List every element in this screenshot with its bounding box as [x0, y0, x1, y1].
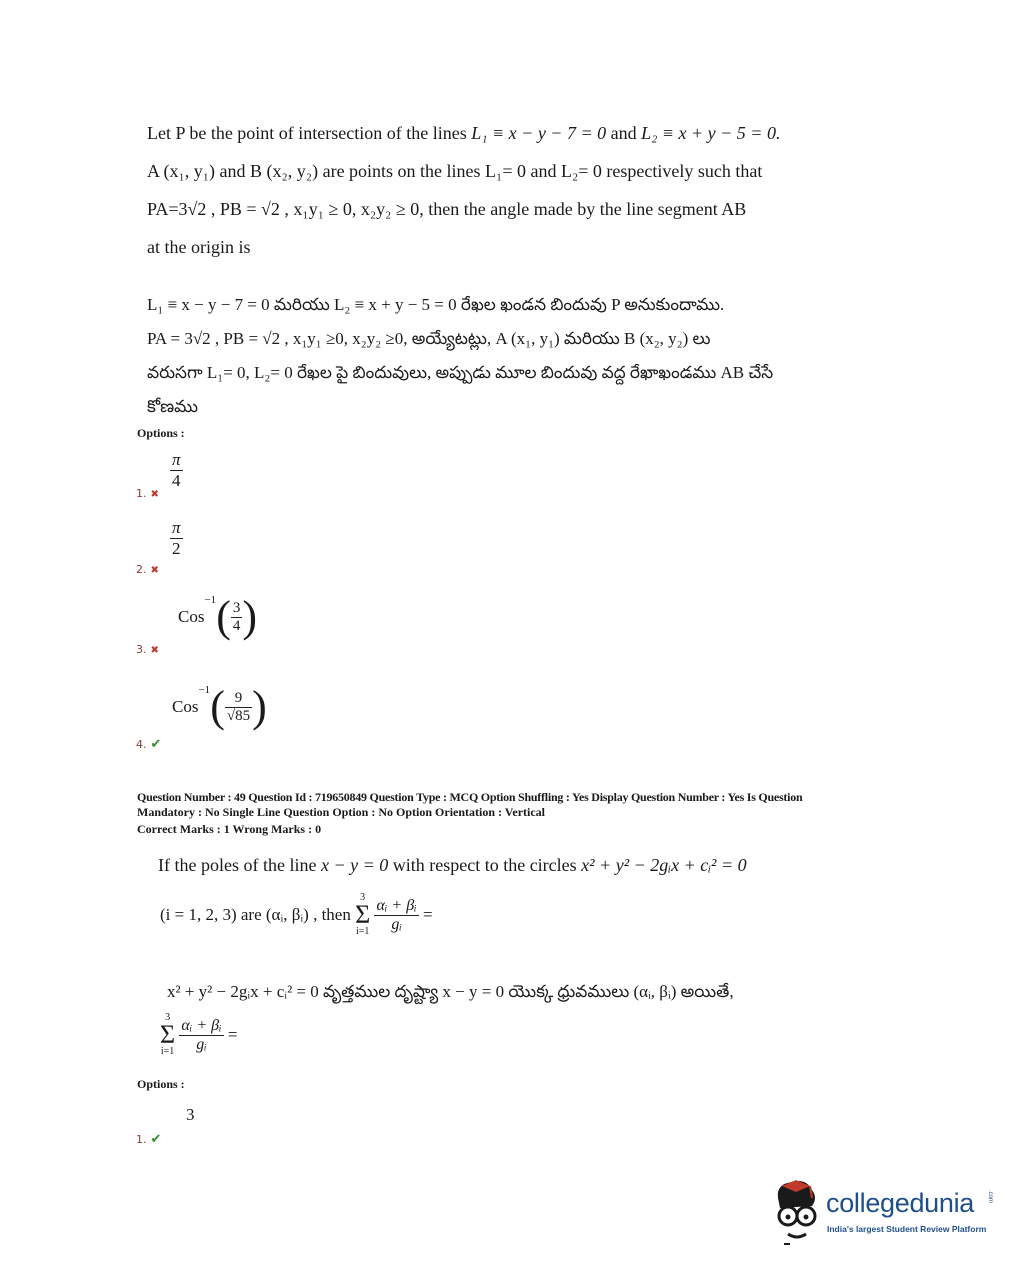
meta-line-1: Question Number : 49 Question Id : 719650849 Question Type : MCQ Option Shuffling : Yes Display Question Number : Yes Is Question	[137, 790, 803, 804]
sum-lower: i=1	[355, 926, 370, 937]
q49-te-fraction	[179, 1017, 223, 1054]
q48-option-3-expression	[178, 592, 257, 642]
q48-en-text: Let P be the point of intersection of the lines	[147, 123, 467, 143]
sigma-icon: Σ	[355, 900, 371, 929]
left-paren-icon: (	[210, 682, 225, 732]
question-48-telugu	[147, 288, 967, 424]
fraction-denominator: 4	[172, 471, 181, 490]
q48-te-line-4: కోణము	[147, 397, 199, 416]
left-paren-icon: (	[216, 592, 231, 642]
option-number: 2.	[136, 563, 147, 576]
fraction-denominator: gᵢ	[391, 915, 402, 933]
q48-option-2-fraction	[170, 518, 183, 559]
logo-tagline: India's largest Student Review Platform	[827, 1224, 987, 1234]
fraction-numerator: 3	[232, 599, 241, 616]
q48-en-line-4: at the origin is	[147, 237, 251, 257]
equals: =	[227, 1025, 238, 1044]
fraction	[231, 600, 243, 635]
q48-option-1-fraction	[170, 450, 183, 491]
q48-options-label: Options :	[137, 426, 185, 440]
fraction-numerator: αᵢ + βᵢ	[376, 896, 417, 914]
equals: =	[422, 905, 433, 924]
logo-suffix: .com	[987, 1190, 993, 1204]
fraction-denominator: √85	[226, 707, 251, 724]
correct-mark-icon: ✔	[150, 737, 162, 752]
q48-option-3[interactable]	[136, 640, 159, 658]
question-49-english-line-2	[160, 892, 433, 938]
q48-te-line-2: PA = 3√2 , PB = √2 , x₁y₁ ≥0, x₂y₂ ≥0, అయ్యేటట్లు, A (x₁, y₁) మరియు B (x₂, y₂) లు	[147, 329, 711, 348]
fraction-denominator: gᵢ	[196, 1035, 207, 1053]
q48-eq-l1: L₁ ≡ x − y − 7 = 0	[471, 123, 607, 143]
sigma-icon: Σ	[160, 1020, 176, 1049]
collegedunia-logo[interactable]	[766, 1176, 996, 1246]
q49-circle-eq: x² + y² − 2gᵢx + cᵢ² = 0	[581, 855, 747, 875]
wrong-mark-icon: ✖	[150, 645, 159, 656]
question-49-english-line-1	[158, 846, 978, 884]
q49-line-eq: x − y = 0	[320, 855, 389, 875]
fraction-denominator: 4	[232, 617, 241, 634]
sum-upper: 3	[165, 1012, 171, 1023]
q48-te-line-3: వరుసగా L₁= 0, L₂= 0 రేఖల పై బిందువులు, అప్పుడు మూల బిందువు వద్ద రేఖాఖండము AB చేసే	[147, 363, 774, 382]
summation	[355, 892, 370, 938]
meta-line-2: Mandatory : No Single Line Question Option : No Option Orientation : Vertical	[137, 805, 546, 819]
meta-line-3: Correct Marks : 1 Wrong Marks : 0	[137, 822, 322, 836]
logo-name: collegedunia	[826, 1188, 975, 1218]
q49-text-b: with respect to the circles	[392, 855, 577, 875]
fraction-numerator: αᵢ + βᵢ	[181, 1016, 222, 1034]
q48-option-2[interactable]	[136, 560, 159, 578]
option-number: 1.	[136, 487, 147, 500]
q48-and: and	[610, 123, 637, 143]
wrong-mark-icon: ✖	[150, 489, 159, 500]
q49-options-label: Options :	[137, 1077, 185, 1091]
right-paren-icon: )	[252, 682, 267, 732]
fraction-numerator: π	[172, 518, 181, 537]
question-49-telugu-line-1: x² + y² − 2gᵢx + cᵢ² = 0 వృత్తముల దృష్ట్యా x − y = 0 యొక్క ధ్రువములు (αᵢ, βᵢ) అయితే,	[167, 982, 734, 1001]
fraction	[225, 690, 252, 725]
q48-option-4[interactable]	[136, 735, 161, 753]
wrong-mark-icon: ✖	[150, 565, 159, 576]
question-49-meta	[137, 790, 907, 837]
sum-upper: 3	[360, 892, 366, 903]
fraction-numerator: 9	[225, 690, 252, 708]
question-48-english	[147, 114, 967, 266]
mascot-icon	[766, 1176, 826, 1246]
q49-text-c: (i = 1, 2, 3) are (αᵢ, βᵢ) , then	[160, 905, 351, 924]
right-paren-icon: )	[242, 592, 257, 642]
cos-text: Cos	[178, 607, 205, 627]
correct-mark-icon: ✔	[150, 1132, 162, 1147]
option-number: 4.	[136, 738, 147, 751]
q49-option-1-value: 3	[186, 1105, 195, 1124]
q48-option-1[interactable]	[136, 484, 159, 502]
summation	[160, 1012, 175, 1058]
q49-text-a: If the poles of the line	[158, 855, 317, 875]
q48-te-line-1: L₁ ≡ x − y − 7 = 0 మరియు L₂ ≡ x + y − 5 = 0 రేఖల ఖండన బిందువు P అనుకుందాము.	[147, 295, 725, 314]
q48-en-line-2: A (x₁, y₁) and B (x₂, y₂) are points on the lines L₁= 0 and L₂= 0 respectively such that	[147, 161, 763, 181]
q49-fraction	[374, 897, 418, 934]
fraction-numerator: π	[172, 450, 181, 469]
q48-en-line-1	[147, 114, 967, 152]
option-number: 3.	[136, 643, 147, 656]
q48-eq-l2: L₂ ≡ x + y − 5 = 0.	[641, 123, 781, 143]
option-number: 1.	[136, 1133, 147, 1146]
sum-lower: i=1	[160, 1046, 175, 1057]
question-49-telugu-line-2	[160, 1012, 237, 1058]
q48-en-line-3: PA=3√2 , PB = √2 , x₁y₁ ≥ 0, x₂y₂ ≥ 0, then the angle made by the line segment AB	[147, 199, 747, 219]
superscript: −1	[198, 684, 211, 696]
q48-option-4-expression	[172, 682, 267, 732]
fraction-denominator: 2	[172, 539, 181, 558]
q49-option-1[interactable]	[136, 1130, 161, 1148]
cos-text: Cos	[172, 697, 199, 717]
superscript: −1	[204, 594, 217, 606]
